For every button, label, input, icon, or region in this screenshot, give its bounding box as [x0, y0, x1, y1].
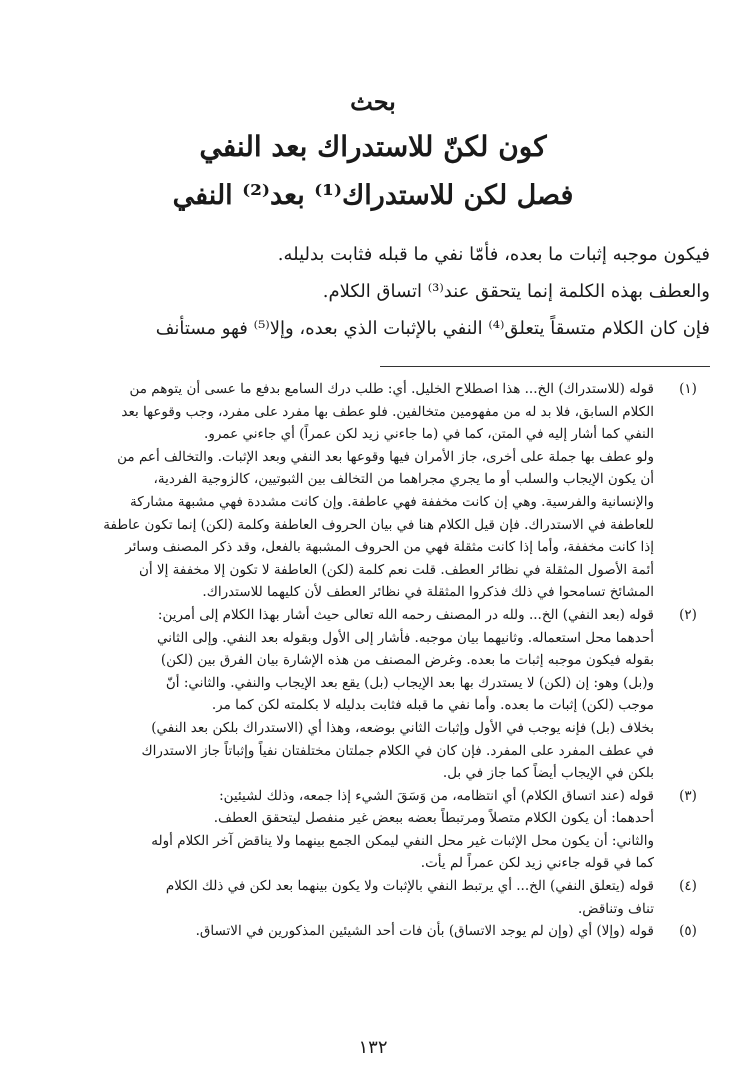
footnote-line: قوله (بعد النفي) الخ... ولله در المصنف رحمه الله تعالى حيث أشار بهذا الكلام إلى أمرين:	[157, 606, 654, 623]
footnote-line: أحدهما: أن يكون الكلام متصلاً ومرتبطاً بعضه ببعض غير منفصل ليتحقق العطف.	[213, 810, 654, 827]
footnote-line: بقوله فيكون موجبه إثبات ما بعده. وغرض المصنف من هذه الإشارة بيان الفرق بين (لكن)	[160, 652, 654, 669]
footnote-line: والثاني: أن يكون محل الإثبات غير محل النفي ليمكن الجمع بينهما ولا يناقض آخر الكلام أوله	[151, 832, 654, 849]
footnote-number: (٣)	[679, 787, 697, 804]
footnote-line: المشائخ تسامحوا في ذلك فذكروا المثقلة في نظائر العطف لأن كليهما للاستدراك.	[202, 584, 654, 601]
footnote-line: ولو عطف بها جملة على أخرى، جاز الأمران فيها وقوعها بعد النفي وبعد الإثبات. والتخالف أعم من	[117, 448, 654, 465]
footnote	[34, 604, 710, 785]
footnote-line: النفي كما أشار إليه في المتن، كما في (ما جاءني زيد لكن عمراً) أي جاءني عمرو.	[204, 426, 654, 443]
footnote-line: قوله (للاستدراك) الخ... هذا اصطلاح الخليل. أي: طلب درك السامع بدفع ما عسى أن يتوهم من	[129, 381, 654, 397]
footnote-line: قوله (عند اتساق الكلام) أي انتظامه، من وَسَقَ الشيء إذا جمعه، وذلك لشيئين:	[219, 787, 654, 804]
footnote-line: أحدهما محل استعماله. وثانيهما بيان موجبه. فأشار إلى الأول وبقوله بعد النفي. وإلى الثاني	[157, 629, 654, 646]
footnote-line: تناف وتناقض.	[578, 900, 654, 917]
footnote	[34, 378, 710, 604]
footnote-line: أئمة الأصول المثقلة في نظائر العطف. قلت نعم كلمة (لكن) العاطفة لا تكون إلا مخففة إلا أن	[138, 561, 654, 578]
main-text	[30, 236, 710, 347]
chapter-title: كون لكنّ للاستدراك بعد النفي	[199, 130, 547, 163]
footnote-number: (١)	[679, 381, 697, 397]
section-heading: بحث	[350, 87, 396, 116]
footnote-line: أن يكون الإيجاب والسلب أو ما يجري مجراهما من التخالف بين الثبوتيين، كالزوجية الفردية،	[153, 471, 654, 488]
footnote-line: قوله (يتعلق النفي) الخ... أي يرتبط النفي بالإثبات ولا يكون بينهما بعد لكن في ذلك الكلام	[165, 878, 654, 895]
footnote-line: والإنسانية والفرسية. وهي إن كانت مخففة فهي عاطفة. وإن كانت مشددة فهي مشبهة مشاركة	[130, 493, 654, 510]
footnote-number: (٥)	[679, 923, 697, 940]
footnote-line: بخلاف (بل) فإنه يوجب في الأول وإثبات الثاني بوضعه، وهذا أي (الاستدراك بلكن بعد النفي)	[151, 719, 654, 736]
footnote-number: (٢)	[679, 606, 697, 623]
main-text-line: فإن كان الكلام متسقاً يتعلق⁽⁴⁾ النفي بالإثبات الذي بعده، وإلا⁽⁵⁾ فهو مستأنف	[155, 318, 710, 339]
footnote-line: الكلام السابق، فلا بد له من مفهومين متخالفين. فلو عطف بها مفرد على مفرد، وجب وقوعها بعد	[121, 403, 654, 420]
footnote-line: قوله (وإلا) أي (وإن لم يوجد الاتساق) بأن فات أحد الشيئين المذكورين في الاتساق.	[195, 923, 654, 940]
chapter-subtitle: فصل لكن للاستدراك⁽¹⁾ بعد⁽²⁾ النفي	[172, 180, 574, 211]
footnote-line: بلكن في الإيجاب أيضاً كما جاز في بل.	[442, 765, 654, 782]
footnote-line: و(بل) وهو: إن (لكن) لا يستدرك بها بعد الإيجاب (بل) يقع بعد الإيجاب والنفي. والثاني: أنّ	[165, 674, 654, 691]
footnote-line: إذا كانت مخففة، وأما إذا كانت مثقلة فهي من الحروف المشبهة بالفعل، وقد ذكر المصنف وسائر	[125, 539, 654, 556]
footnote-line: في عطف المفرد على المفرد. فإن كان في الكلام جملتان مختلفتان نفياً وإثباتاً جاز الاستدراك	[141, 742, 654, 759]
footnote-number: (٤)	[679, 878, 697, 895]
footnote-line: للعاطفة في الاستدراك. فإن قيل الكلام هنا في بيان الحروف العاطفة وكلمة (لكن) إنما تكون عاطفة	[103, 516, 654, 533]
main-text-line: فيكون موجبه إثبات ما بعده، فأمّا نفي ما قبله فثابت بدليله.	[277, 244, 710, 265]
footnote-line: كما في قوله جاءني زيد لكن عمراً لم يأت.	[420, 855, 654, 872]
footnote	[34, 920, 710, 943]
page-number: ١٣٢	[358, 1037, 388, 1058]
footnotes	[34, 378, 710, 943]
footnote	[34, 785, 710, 875]
main-text-line: والعطف بهذه الكلمة إنما يتحقق عند⁽³⁾ اتساق الكلام.	[322, 281, 710, 302]
footnote	[34, 875, 710, 920]
footnote-line: موجب (لكن) إثبات ما بعده. وأما نفي ما قبله فثابت بدليله لا بكلمته لكن كما مر.	[211, 697, 654, 714]
footnote-divider	[380, 366, 710, 367]
